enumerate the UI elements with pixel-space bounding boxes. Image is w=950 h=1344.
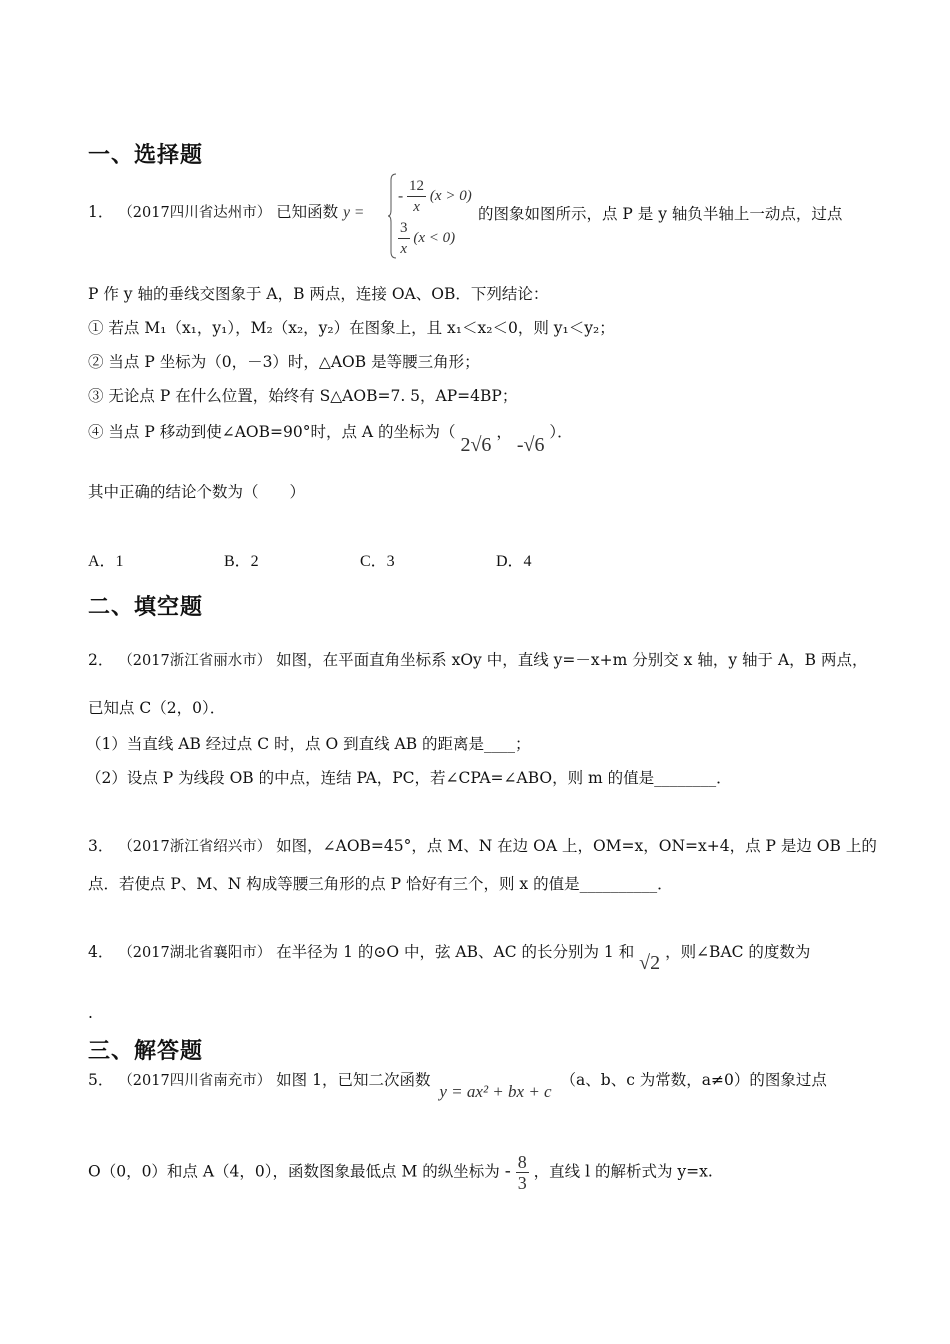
question-number: 2． (88, 651, 114, 669)
question-3-line-2: 点．若使点 P、M、N 构成等腰三角形的点 P 恰好有三个，则 x 的值是__________． (88, 875, 673, 893)
piecewise-brace (388, 172, 398, 260)
question-text: 如图 1，已知二次函数 (276, 1071, 431, 1089)
question-text: 如图，∠AOB=45°，点 M、N 在边 OA 上，OM=x，ON=x+4，点 P 是边 OB 上的 (276, 837, 877, 855)
question-source: （2017浙江省丽水市） (118, 653, 272, 669)
option-a: A．1 (88, 553, 124, 570)
question-text: 已知函数 (276, 203, 339, 221)
question-number: 5． (88, 1071, 114, 1089)
question-number: 3． (88, 837, 114, 855)
piece-1-denominator: x (413, 199, 420, 215)
question-4-line-1 (88, 940, 811, 974)
question-source: （2017四川省达州市） (118, 205, 272, 221)
option-d: D．4 (496, 553, 532, 570)
coordinate-separator: ， (496, 423, 512, 441)
piece-1-condition: (x > 0) (429, 188, 472, 204)
question-number: 4． (88, 943, 114, 961)
question-source: （2017浙江省绍兴市） (118, 839, 272, 855)
fraction-sign: - (504, 1160, 511, 1182)
question-3-line-1 (88, 834, 877, 856)
question-1-conclusion-4 (88, 420, 573, 456)
section-heading-choice: 一、选择题 (88, 143, 204, 168)
question-5-line-1 (88, 1068, 827, 1101)
piecewise-function (388, 172, 478, 260)
coordinate-x-value: 2√6 (460, 434, 492, 456)
question-2-line-2: 已知点 C（2，0）． (88, 699, 226, 717)
question-4-line-2: . (88, 1004, 93, 1022)
section-heading-solve: 三、解答题 (88, 1039, 204, 1064)
sqrt-two: √2 (639, 952, 661, 974)
option-c: C．3 (360, 553, 395, 570)
piece-2-fraction (398, 218, 410, 259)
question-text-tail: ，直线 l 的解析式为 y=x. (533, 1162, 713, 1181)
question-5-line-2 (88, 1152, 713, 1193)
question-1-line-1 (88, 200, 364, 222)
piece-2-denominator: x (400, 241, 408, 257)
piece-2-condition: (x < 0) (413, 230, 456, 246)
piece-1 (398, 176, 472, 217)
fraction-minus-eight-thirds (516, 1152, 529, 1193)
question-source: （2017四川省南充市） (118, 1073, 272, 1089)
section-heading-fill: 二、填空题 (88, 595, 204, 620)
question-text-tail: （a、b、c 为常数，a≠0）的图象过点 (560, 1071, 827, 1089)
option-b: B．2 (224, 553, 259, 570)
question-source: （2017湖北省襄阳市） (118, 945, 272, 961)
piece-1-numerator: 12 (407, 176, 426, 197)
question-1-conclusion-1: ① 若点 M₁（x₁，y₁），M₂（x₂，y₂）在图象上，且 x₁＜x₂＜0，则 y₁＜y₂； (88, 319, 615, 337)
question-text: 在半径为 1 的⊙O 中，弦 AB、AC 的长分别为 1 和 (276, 943, 635, 961)
question-1-line-2: P 作 y 轴的垂线交图象于 A，B 两点，连接 OA、OB．下列结论： (88, 285, 549, 303)
question-1-conclusion-2: ② 当点 P 坐标为（0，－3）时，△AOB 是等腰三角形； (88, 353, 480, 371)
question-2-line-1 (88, 648, 867, 670)
question-1-line-1-tail: 的图象如图所示，点 P 是 y 轴负半轴上一动点，过点 (478, 205, 843, 223)
piece-1-sign: - (398, 187, 404, 205)
piece-2 (398, 218, 455, 259)
function-variable: y = (343, 204, 365, 221)
piece-1-fraction (407, 176, 426, 217)
question-2-part-1: （1）当直线 AB 经过点 C 时，点 O 到直线 AB 的距离是____； (86, 735, 531, 753)
coordinate-y-value: -√6 (516, 434, 545, 456)
fraction-denominator: 3 (517, 1173, 527, 1193)
piece-2-numerator: 3 (398, 218, 410, 239)
quadratic-formula: y = ax² + bx + c (439, 1082, 552, 1101)
question-2-part-2: （2）设点 P 为线段 OB 的中点，连结 PA，PC，若∠CPA=∠ABO，则 m 的值是________． (86, 769, 732, 787)
question-text: O（0，0）和点 A（4，0），函数图象最低点 M 的纵坐标为 (88, 1162, 500, 1181)
question-number: 1． (88, 203, 114, 221)
question-text-tail: ，则∠BAC 的度数为 (665, 943, 811, 961)
fraction-numerator: 8 (517, 1152, 527, 1172)
question-text: 如图，在平面直角坐标系 xOy 中，直线 y=－x+m 分别交 x 轴，y 轴于 A，B 两点， (276, 651, 868, 669)
question-1-ask: 其中正确的结论个数为（ ） (88, 483, 306, 501)
question-1-conclusion-3: ③ 无论点 P 在什么位置，始终有 S△AOB=7. 5，AP=4BP； (88, 387, 518, 405)
conclusion-4-text: ④ 当点 P 移动到使∠AOB=90°时，点 A 的坐标为（ (88, 423, 456, 441)
conclusion-4-end: ）． (549, 423, 573, 441)
